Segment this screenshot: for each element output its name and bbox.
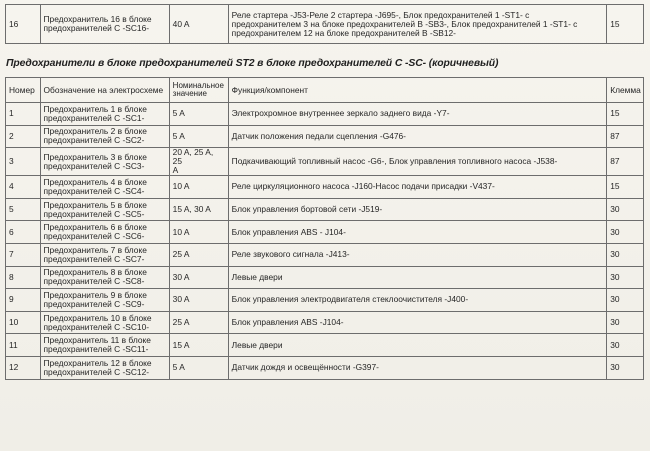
table-row [6, 356, 644, 379]
cell-designation: Предохранитель 16 в блоке предохранителей C -SC16- [40, 5, 169, 44]
cell-rating: 20 A, 25 A, 25 A [169, 148, 228, 176]
cell-rating: 10 A [169, 221, 228, 244]
header-number: Номер [6, 78, 41, 103]
cell-designation: Предохранитель 10 в блоке предохранителей C -SC10- [40, 311, 169, 334]
table-header-row [6, 78, 644, 103]
cell-terminal: 30 [607, 198, 644, 221]
table-row [6, 103, 644, 126]
cell-function: Реле циркуляционного насоса -J160-Насос подачи присадки -V437- [228, 176, 607, 199]
cell-number: 8 [6, 266, 41, 289]
cell-rating: 15 A, 30 A [169, 198, 228, 221]
cell-rating: 25 A [169, 311, 228, 334]
cell-rating: 5 A [169, 356, 228, 379]
cell-terminal: 30 [607, 243, 644, 266]
header-rating: Номинальное значение [169, 78, 228, 103]
header-designation: Обозначение на электросхеме [40, 78, 169, 103]
cell-designation: Предохранитель 11 в блоке предохранителей C -SC11- [40, 334, 169, 357]
cell-function: Подкачивающий топливный насос -G6-, Блок управления топливного насоса -J538- [228, 148, 607, 176]
header-terminal: Клемма [607, 78, 644, 103]
cell-terminal: 15 [607, 103, 644, 126]
cell-number: 3 [6, 148, 41, 176]
cell-function: Блок управления электродвигателя стеклоочистителя -J400- [228, 289, 607, 312]
table-row [6, 266, 644, 289]
cell-rating: 10 A [169, 176, 228, 199]
cell-number: 12 [6, 356, 41, 379]
cell-function: Реле звукового сигнала -J413- [228, 243, 607, 266]
cell-terminal: 87 [607, 148, 644, 176]
cell-rating: 25 A [169, 243, 228, 266]
table-row [6, 176, 644, 199]
cell-designation: Предохранитель 4 в блоке предохранителей C -SC4- [40, 176, 169, 199]
cell-designation: Предохранитель 7 в блоке предохранителей C -SC7- [40, 243, 169, 266]
cell-function: Блок управления ABS - J104- [228, 221, 607, 244]
cell-designation: Предохранитель 1 в блоке предохранителей C -SC1- [40, 103, 169, 126]
cell-number: 5 [6, 198, 41, 221]
cell-number: 2 [6, 125, 41, 148]
cell-terminal: 15 [607, 5, 644, 44]
cell-function: Блок управления ABS -J104- [228, 311, 607, 334]
table-row [6, 148, 644, 176]
table-row [6, 198, 644, 221]
cell-designation: Предохранитель 12 в блоке предохранителей C -SC12- [40, 356, 169, 379]
cell-number: 9 [6, 289, 41, 312]
table-row-16 [6, 5, 644, 44]
cell-function: Датчик дождя и освещённости -G397- [228, 356, 607, 379]
cell-function: Электрохромное внутреннее зеркало заднего вида -Y7- [228, 103, 607, 126]
fuse-table [5, 77, 644, 380]
cell-function: Реле стартера -J53-Реле 2 стартера -J695-, Блок предохранителей 1 -ST1- с предохранителем 3 на блоке предохранителей B -SB3-, Блок предохранителей 1 -ST1- с предохранителем 12 на блоке предохранителей B -SB12- [228, 5, 607, 44]
cell-function: Блок управления бортовой сети -J519- [228, 198, 607, 221]
cell-designation: Предохранитель 5 в блоке предохранителей C -SC5- [40, 198, 169, 221]
section-title: Предохранители в блоке предохранителей ST2 в блоке предохранителей C -SC- (коричневый) [6, 58, 499, 69]
cell-terminal: 30 [607, 266, 644, 289]
cell-designation: Предохранитель 9 в блоке предохранителей C -SC9- [40, 289, 169, 312]
cell-designation: Предохранитель 2 в блоке предохранителей C -SC2- [40, 125, 169, 148]
cell-rating: 30 A [169, 266, 228, 289]
table-row [6, 125, 644, 148]
cell-designation: Предохранитель 3 в блоке предохранителей C -SC3- [40, 148, 169, 176]
cell-number: 16 [6, 5, 41, 44]
cell-number: 6 [6, 221, 41, 244]
table-row [6, 243, 644, 266]
cell-terminal: 30 [607, 356, 644, 379]
cell-function: Левые двери [228, 266, 607, 289]
table-row [6, 334, 644, 357]
cell-number: 4 [6, 176, 41, 199]
cell-designation: Предохранитель 8 в блоке предохранителей C -SC8- [40, 266, 169, 289]
cell-terminal: 30 [607, 289, 644, 312]
table-row [6, 221, 644, 244]
header-function: Функция/компонент [228, 78, 607, 103]
cell-terminal: 30 [607, 311, 644, 334]
cell-designation: Предохранитель 6 в блоке предохранителей C -SC6- [40, 221, 169, 244]
cell-function: Датчик положения педали сцепления -G476- [228, 125, 607, 148]
cell-number: 7 [6, 243, 41, 266]
cell-rating: 40 A [169, 5, 228, 44]
cell-terminal: 30 [607, 221, 644, 244]
top-table [5, 4, 644, 44]
cell-terminal: 87 [607, 125, 644, 148]
table-row [6, 311, 644, 334]
cell-rating: 5 A [169, 103, 228, 126]
cell-number: 11 [6, 334, 41, 357]
cell-terminal: 15 [607, 176, 644, 199]
table-row [6, 289, 644, 312]
cell-rating: 30 A [169, 289, 228, 312]
cell-rating: 15 A [169, 334, 228, 357]
cell-rating: 5 A [169, 125, 228, 148]
cell-number: 1 [6, 103, 41, 126]
cell-terminal: 30 [607, 334, 644, 357]
cell-function: Левые двери [228, 334, 607, 357]
cell-number: 10 [6, 311, 41, 334]
